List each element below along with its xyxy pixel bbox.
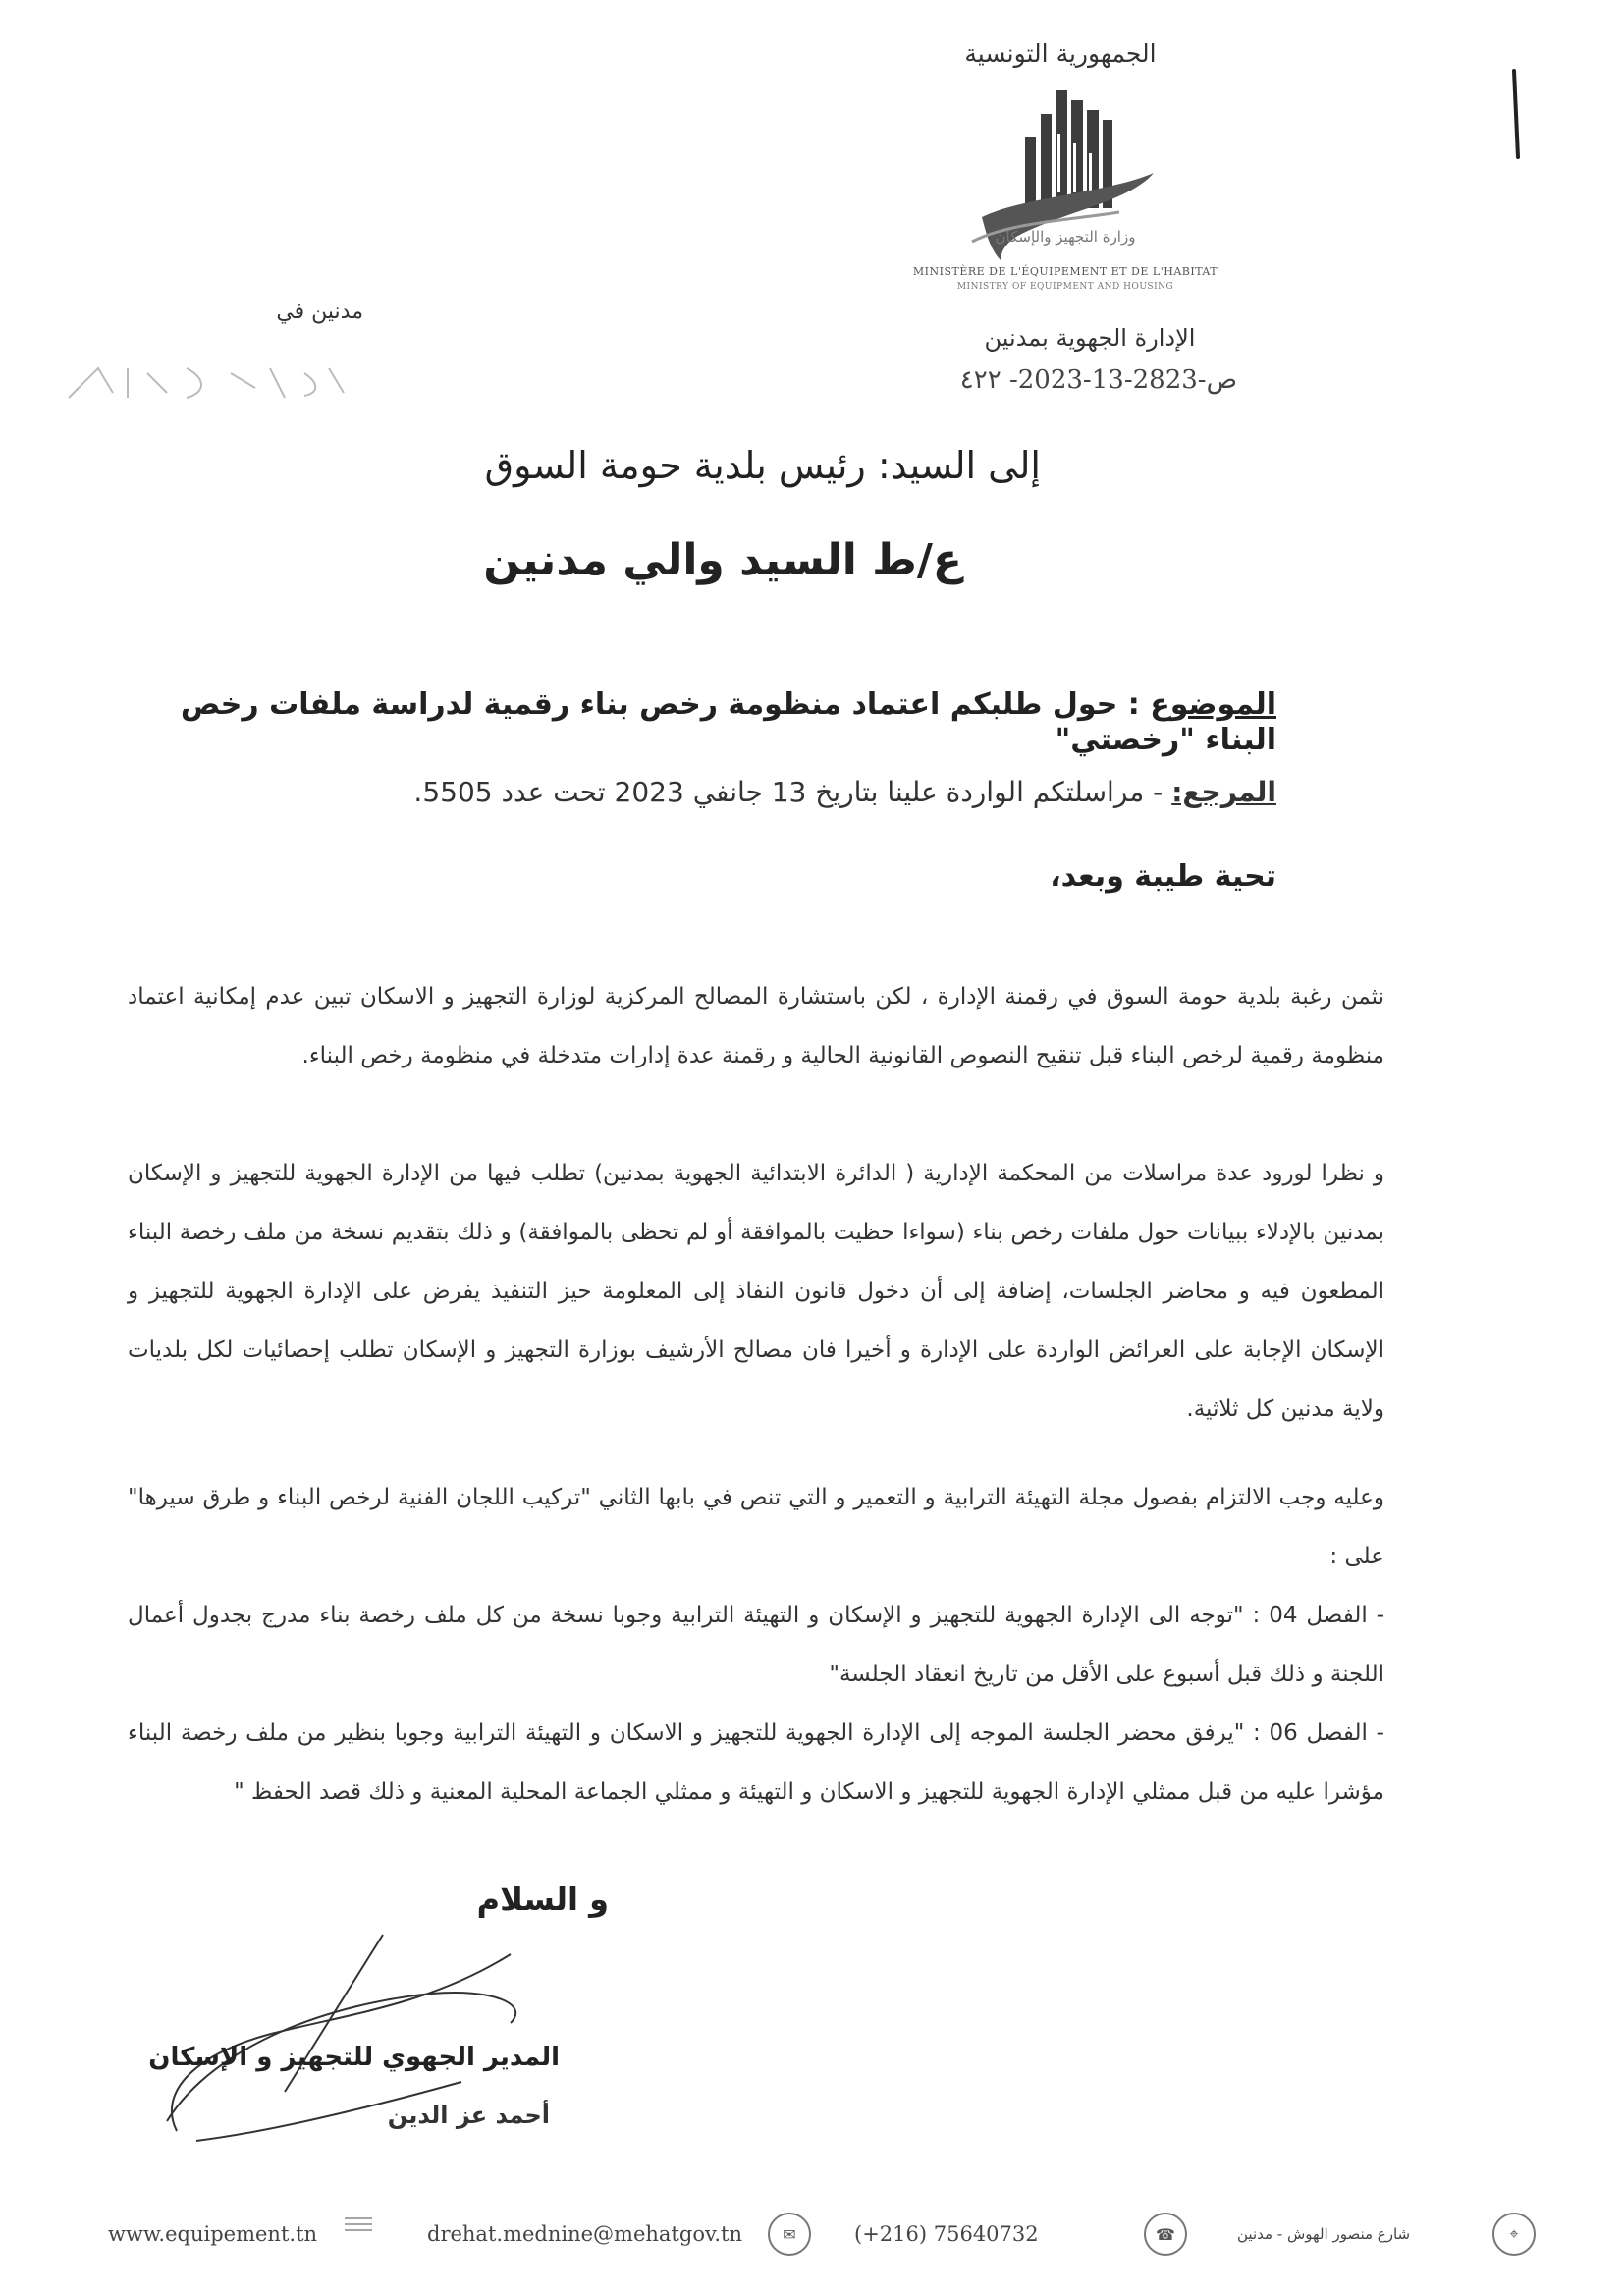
footer-email[interactable]: drehat.mednine@mehatgov.tn <box>427 2222 742 2246</box>
body-paragraph-article-04: - الفصل 04 : "توجه الى الإدارة الجهوية للتجهيز و الإسكان و التهيئة الترابية وجوبا نسخة من كل ملف رخصة بناء مدرج بجدول أعمال اللجنة و ذلك قبل أسبوع على الأقل من تاريخ انعقاد الجلسة" <box>128 1603 1384 1687</box>
greeting: تحية طيبة وبعد، <box>1050 859 1276 894</box>
regional-office: الإدارة الجهوية بمدنين <box>984 324 1196 352</box>
body-paragraph-1: نثمن رغبة بلدية حومة السوق في رقمنة الإدارة ، لكن باستشارة المصالح المركزية لوزارة التجهيز و الاسكان تبين عدم إمكانية اعتماد منظومة رقمية لرخص البناء قبل تنقيح النصوص القانونية الحالية و رقمنة عدة إدارات متدخلة في منظومة رخص البناء. <box>128 984 1384 1068</box>
subject <box>157 687 1276 758</box>
signer-name: أحمد عز الدين <box>387 2102 550 2129</box>
signer-title: المدير الجهوي للتجهيز و الإسكان <box>148 2043 560 2072</box>
reference-number: ص-2823-13-2023- ٤٢٢ <box>959 365 1237 395</box>
header-country: الجمهورية التونسية <box>964 39 1157 68</box>
email-icon: ✉ <box>768 2205 817 2264</box>
reference-text: - مراسلتكم الواردة علينا بتاريخ 13 جانفي 2023 تحت عدد 5505. <box>413 776 1164 808</box>
closing: و السلام <box>476 1881 609 1918</box>
footer <box>79 2205 1591 2264</box>
corner-mark <box>1512 69 1520 159</box>
date-stamp <box>59 349 353 408</box>
web-icon <box>339 2205 378 2244</box>
reference-label: المرجع: <box>1171 776 1276 808</box>
place-date: مدنين في <box>276 300 363 324</box>
body-paragraph-2: و نظرا لورود عدة مراسلات من المحكمة الإدارية ( الدائرة الابتدائية الجهوية بمدنين) تطلب فيها من الإدارة الجهوية للتجهيز و الإسكان بمدنين بالإدلاء ببيانات حول ملفات رخص بناء (سواءا حظيت بالموافقة أو لم تحظى بالموافقة) و ذلك بتقديم نسخة من ملف رخصة البناء المطعون فيه و محاضر الجلسات، إضافة إلى أن دخول قانون النفاذ إلى المعلومة حيز التنفيذ يفرض على الإدارة الجهوية للتجهيز و الإسكان الإجابة على العرائض الواردة على الإدارة و أخيرا فان مصالح الأرشيف بوزارة التجهيز و الإسكان تطلب إحصائيات لكل بلديات ولاية مدنين كل ثلاثية. <box>128 1161 1384 1422</box>
footer-address: شارع منصور الهوش - مدنين <box>1237 2225 1411 2243</box>
addressee-line-1: إلى السيد: رئيس بلدية حومة السوق <box>484 444 1041 487</box>
body-paragraph-3: وعليه وجب الالتزام بفصول مجلة التهيئة الترابية و التعمير و التي تنص في بابها الثاني "تركيب اللجان الفنية لرخص البناء و طرق سيرها" على : <box>128 1485 1384 1569</box>
addressee-line-2: ع/ط السيد والي مدنين <box>483 535 962 585</box>
footer-website[interactable]: www.equipement.tn <box>108 2222 318 2246</box>
footer-phone[interactable]: (+216) 75640732 <box>854 2222 1039 2246</box>
ministry-name-ar: وزارة التجهيز والإسكان <box>995 228 1136 246</box>
phone-icon: ☎ <box>1144 2205 1193 2264</box>
location-pin-icon: ⌖ <box>1492 2205 1542 2264</box>
body-paragraph-article-06: - الفصل 06 : "يرفق محضر الجلسة الموجه إلى الإدارة الجهوية للتجهيز و الاسكان و التهيئة الترابية وجوبا بنظير من ملف رخصة البناء مؤشرا عليه من قبل ممثلي الإدارة الجهوية للتجهيز و الاسكان و التهيئة و ممثلي الجماعة المحلية المعنية و ذلك قصد الحفظ " <box>128 1721 1384 1805</box>
ministry-name-fr: MINISTÈRE DE L'ÉQUIPEMENT ET DE L'HABITAT <box>912 265 1218 278</box>
reference <box>147 776 1276 809</box>
ministry-name-en: MINISTRY OF EQUIPMENT AND HOUSING <box>956 282 1174 292</box>
subject-text: : حول طلبكم اعتماد منظومة رخص بناء رقمية لدراسة ملفات رخص البناء "رخصتي" <box>180 687 1276 757</box>
subject-label: الموضوع <box>1150 687 1276 722</box>
